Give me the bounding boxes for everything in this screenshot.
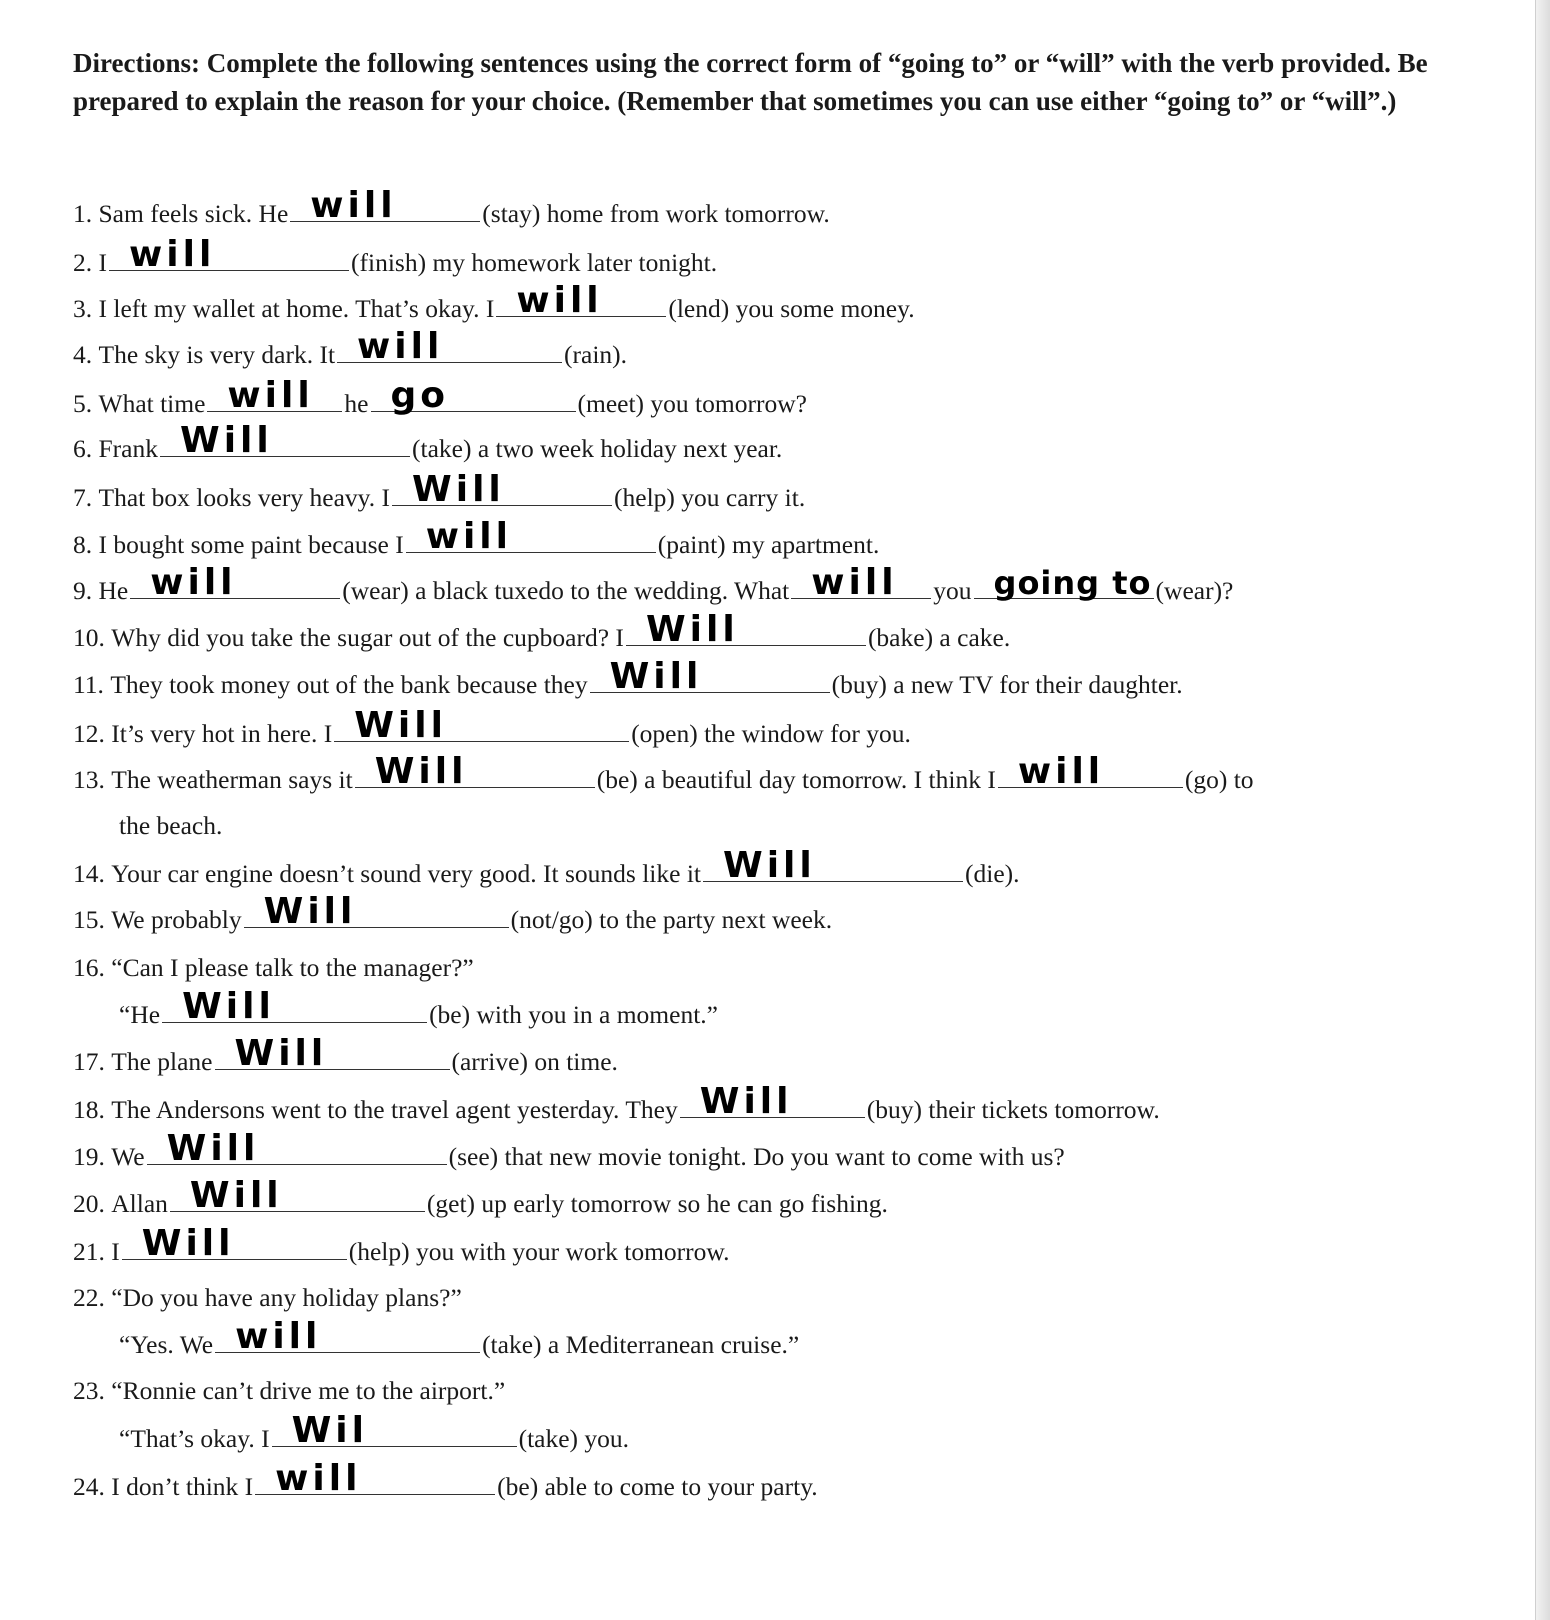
sentence-text: (take) a Mediterranean cruise.” bbox=[482, 1330, 800, 1359]
handwritten-answer: Will bbox=[699, 1081, 793, 1122]
answer-blank[interactable] bbox=[406, 516, 656, 557]
exercise-item bbox=[73, 953, 474, 983]
handwritten-answer: will bbox=[357, 326, 444, 367]
answer-blank[interactable] bbox=[215, 1033, 450, 1074]
sentence-text: (buy) their tickets tomorrow. bbox=[866, 1095, 1160, 1124]
sentence-text: Why did you take the sugar out of the cupboard? I bbox=[111, 623, 624, 652]
sentence-text: (be) a beautiful day tomorrow. I think I bbox=[596, 765, 996, 794]
sentence-text: (help) you with your work tomorrow. bbox=[348, 1237, 730, 1266]
answer-blank[interactable] bbox=[496, 280, 666, 321]
sentence-text: (paint) my apartment. bbox=[657, 530, 880, 559]
exercise-item bbox=[73, 1223, 730, 1267]
sentence-text: He bbox=[98, 576, 129, 605]
exercise-item bbox=[73, 375, 807, 419]
item-number: 3. bbox=[73, 294, 93, 323]
handwritten-answer: Wil bbox=[291, 1410, 368, 1451]
item-number: 7. bbox=[73, 483, 93, 512]
sentence-text: (arrive) on time. bbox=[451, 1047, 618, 1076]
exercise-item bbox=[73, 891, 833, 935]
exercise-item bbox=[73, 469, 806, 513]
answer-blank[interactable] bbox=[998, 751, 1183, 792]
answer-blank[interactable] bbox=[215, 1316, 480, 1357]
sentence-text: They took money out of the bank because they bbox=[110, 670, 588, 699]
answer-blank[interactable] bbox=[680, 1081, 865, 1122]
exercise-item bbox=[73, 1458, 818, 1502]
item-number: 12. bbox=[73, 719, 105, 748]
sentence-text: I left my wallet at home. That’s okay. I bbox=[98, 294, 495, 323]
handwritten-answer: Will bbox=[263, 891, 357, 932]
sentence-text: I bbox=[111, 1237, 120, 1266]
handwritten-answer: will bbox=[425, 516, 512, 557]
handwritten-answer: going to bbox=[993, 564, 1152, 602]
handwritten-answer: Will bbox=[166, 1128, 260, 1169]
sentence-text: (wear)? bbox=[1155, 576, 1234, 605]
exercise-item bbox=[73, 1033, 618, 1077]
answer-blank[interactable] bbox=[791, 562, 931, 603]
exercise-item bbox=[73, 516, 880, 560]
answer-blank[interactable] bbox=[371, 375, 576, 416]
handwritten-answer: will bbox=[811, 562, 898, 603]
exercise-item bbox=[73, 420, 783, 464]
sentence-text: (be) able to come to your party. bbox=[497, 1472, 818, 1501]
handwritten-answer: Will bbox=[141, 1223, 235, 1264]
answer-blank[interactable] bbox=[170, 1175, 425, 1216]
item-number: 22. bbox=[73, 1283, 105, 1312]
exercise-item bbox=[73, 280, 915, 324]
sentence-text: the beach. bbox=[119, 811, 223, 840]
item-number: 19. bbox=[73, 1142, 105, 1171]
sentence-text: It’s very hot in here. I bbox=[111, 719, 333, 748]
sentence-text: (meet) you tomorrow? bbox=[577, 389, 807, 418]
handwritten-answer: will bbox=[1017, 751, 1105, 792]
sentence-text: The sky is very dark. It bbox=[98, 340, 336, 369]
item-number: 14. bbox=[73, 859, 105, 888]
sentence-text: (lend) you some money. bbox=[668, 294, 915, 323]
sentence-text: “Can I please talk to the manager?” bbox=[111, 953, 474, 982]
exercise-item bbox=[73, 1175, 888, 1219]
sentence-text: (open) the window for you. bbox=[631, 719, 911, 748]
sentence-text: What time bbox=[98, 389, 206, 418]
answer-blank[interactable] bbox=[130, 562, 340, 603]
sentence-text: you bbox=[933, 576, 972, 605]
exercise-item bbox=[73, 1128, 1065, 1172]
item-number: 23. bbox=[73, 1376, 105, 1405]
handwritten-answer: will bbox=[516, 280, 603, 321]
answer-blank[interactable] bbox=[122, 1223, 347, 1264]
handwritten-answer: Will bbox=[374, 751, 468, 792]
answer-blank[interactable] bbox=[207, 375, 342, 416]
handwritten-answer: Will bbox=[645, 609, 739, 650]
sentence-text: (bake) a cake. bbox=[867, 623, 1011, 652]
sentence-text: (be) with you in a moment.” bbox=[429, 1000, 718, 1029]
exercise-item bbox=[73, 705, 911, 749]
exercise-item bbox=[73, 1376, 505, 1406]
sentence-text: I don’t think I bbox=[111, 1472, 254, 1501]
handwritten-answer: Will bbox=[723, 845, 816, 886]
handwritten-answer: will bbox=[129, 234, 216, 275]
item-number: 11. bbox=[73, 670, 104, 699]
item-number: 15. bbox=[73, 905, 105, 934]
handwritten-answer: go bbox=[390, 375, 450, 416]
sentence-text: (not/go) to the party next week. bbox=[510, 905, 833, 934]
handwritten-answer: Will bbox=[234, 1033, 328, 1074]
sentence-text: (die). bbox=[965, 859, 1020, 888]
answer-blank[interactable] bbox=[255, 1458, 495, 1499]
answer-blank[interactable] bbox=[626, 609, 866, 650]
handwritten-answer: will bbox=[275, 1458, 362, 1499]
answer-blank[interactable] bbox=[337, 326, 562, 367]
page-edge bbox=[1535, 0, 1550, 1620]
item-number: 18. bbox=[73, 1095, 105, 1124]
sentence-text: “Ronnie can’t drive me to the airport.” bbox=[111, 1376, 506, 1405]
sentence-text: (get) up early tomorrow so he can go fishing. bbox=[426, 1189, 888, 1218]
answer-blank[interactable] bbox=[392, 469, 612, 510]
sentence-text: (go) to bbox=[1184, 765, 1254, 794]
exercise-item bbox=[73, 845, 1020, 889]
item-number: 13. bbox=[73, 765, 105, 794]
sentence-text: Your car engine doesn’t sound very good. It sounds like it bbox=[111, 859, 701, 888]
handwritten-answer: Will bbox=[412, 469, 505, 510]
sentence-text: We bbox=[111, 1142, 145, 1171]
answer-blank[interactable] bbox=[244, 891, 509, 932]
item-number: 5. bbox=[73, 389, 93, 418]
handwritten-answer: Will bbox=[182, 986, 275, 1027]
sentence-text: The plane bbox=[111, 1047, 213, 1076]
item-number: 4. bbox=[73, 340, 93, 369]
sentence-text: The Andersons went to the travel agent yesterday. They bbox=[111, 1095, 678, 1124]
sentence-text: (take) you. bbox=[518, 1424, 630, 1453]
handwritten-answer: Will bbox=[609, 656, 703, 697]
item-number: 16. bbox=[73, 953, 105, 982]
sentence-text: Sam feels sick. He bbox=[98, 199, 289, 228]
sentence-text: he bbox=[344, 389, 369, 418]
item-number: 10. bbox=[73, 623, 105, 652]
item-number: 1. bbox=[73, 199, 93, 228]
sentence-text: Frank bbox=[98, 434, 158, 463]
answer-blank[interactable] bbox=[355, 751, 595, 792]
answer-blank[interactable] bbox=[147, 1128, 447, 1169]
exercise-item bbox=[73, 185, 830, 229]
exercise-item bbox=[73, 234, 718, 278]
sentence-text: (take) a two week holiday next year. bbox=[412, 434, 783, 463]
sentence-text: “That’s okay. I bbox=[119, 1424, 270, 1453]
item-number: 17. bbox=[73, 1047, 105, 1076]
answer-blank[interactable] bbox=[974, 564, 1154, 602]
exercise-item bbox=[73, 609, 1011, 653]
handwritten-answer: Will bbox=[354, 705, 447, 746]
sentence-text: (finish) my homework later tonight. bbox=[351, 248, 718, 277]
answer-blank[interactable] bbox=[334, 705, 629, 746]
sentence-text: “Do you have any holiday plans?” bbox=[111, 1283, 462, 1312]
sentence-text: (see) that new movie tonight. Do you want to come with us? bbox=[448, 1142, 1065, 1171]
exercise-item bbox=[73, 751, 1254, 795]
item-number: 2. bbox=[73, 248, 93, 277]
sentence-text: (buy) a new TV for their daughter. bbox=[831, 670, 1183, 699]
sentence-text: I bought some paint because I bbox=[98, 530, 404, 559]
item-number: 21. bbox=[73, 1237, 105, 1266]
item-number: 6. bbox=[73, 434, 93, 463]
sentence-text: The weatherman says it bbox=[111, 765, 353, 794]
item-number: 8. bbox=[73, 530, 93, 559]
handwritten-answer: will bbox=[310, 185, 397, 226]
item-number: 24. bbox=[73, 1472, 105, 1501]
answer-blank[interactable] bbox=[703, 845, 963, 886]
sentence-text: (wear) a black tuxedo to the wedding. What bbox=[342, 576, 790, 605]
sentence-text: (stay) home from work tomorrow. bbox=[482, 199, 830, 228]
item-continuation bbox=[119, 986, 718, 1030]
handwritten-answer: Will bbox=[189, 1175, 283, 1216]
exercise-item bbox=[73, 1081, 1160, 1125]
answer-blank[interactable] bbox=[290, 185, 480, 226]
exercise-item bbox=[73, 656, 1183, 700]
sentence-text: I bbox=[98, 248, 107, 277]
exercise-item bbox=[73, 326, 628, 370]
handwritten-answer: will bbox=[235, 1316, 322, 1357]
answer-blank[interactable] bbox=[590, 656, 830, 697]
answer-blank[interactable] bbox=[109, 234, 349, 275]
item-continuation bbox=[119, 811, 222, 841]
answer-blank[interactable] bbox=[160, 420, 410, 461]
sentence-text: We probably bbox=[111, 905, 242, 934]
item-number: 9. bbox=[73, 576, 93, 605]
directions: Directions: Complete the following sentences using the correct form of “going to” or “will” with the verb provided. Be prepared to explain the reason for your choice. (Remember that sometimes you can use either “going to” or “will”.) bbox=[73, 48, 1428, 116]
exercise-item bbox=[73, 562, 1234, 606]
sentence-text: “Yes. We bbox=[119, 1330, 214, 1359]
item-continuation bbox=[119, 1316, 800, 1360]
answer-blank[interactable] bbox=[162, 986, 427, 1027]
item-continuation bbox=[119, 1410, 630, 1454]
item-number: 20. bbox=[73, 1189, 105, 1218]
answer-blank[interactable] bbox=[272, 1410, 517, 1451]
sentence-text: Allan bbox=[111, 1189, 168, 1218]
handwritten-answer: Will bbox=[180, 420, 273, 461]
exercise-item bbox=[73, 1283, 462, 1313]
sentence-text: That box looks very heavy. I bbox=[98, 483, 391, 512]
handwritten-answer: will bbox=[150, 562, 237, 603]
sentence-text: (rain). bbox=[564, 340, 628, 369]
handwritten-answer: will bbox=[227, 375, 314, 416]
sentence-text: “He bbox=[119, 1000, 161, 1029]
sentence-text: (help) you carry it. bbox=[614, 483, 806, 512]
